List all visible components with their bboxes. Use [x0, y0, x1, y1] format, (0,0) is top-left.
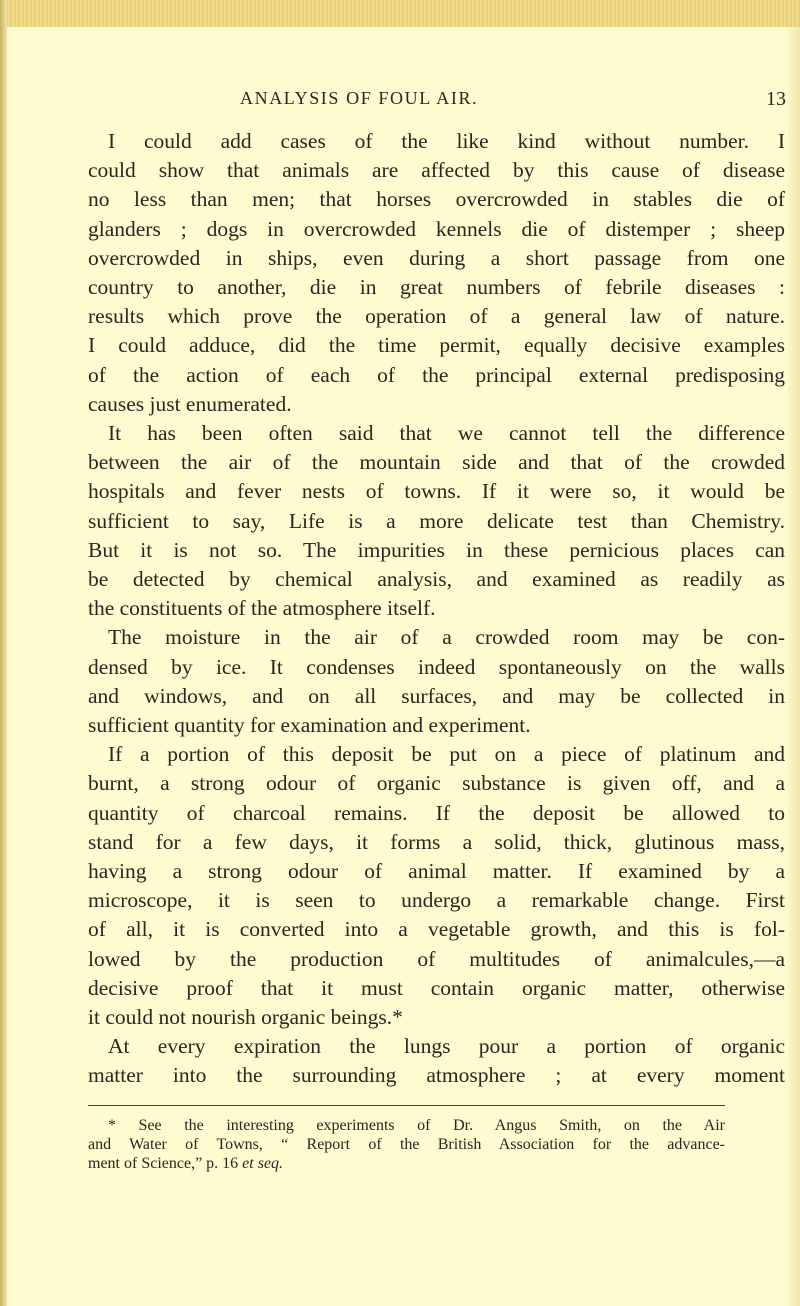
- body-line: burnt, a strong odour of organic substance is given off, and a: [88, 771, 785, 796]
- body-line: It has been often said that we cannot tell the difference: [108, 421, 785, 445]
- page-right-edge: [788, 27, 800, 1306]
- body-line: stand for a few days, it forms a solid, thick, glutinous mass,: [88, 829, 785, 854]
- body-line: sufficient quantity for examination and experiment.: [88, 713, 531, 737]
- body-line: lowed by the production of multitudes of animalcules,—a: [88, 946, 785, 971]
- footnote-line: and Water of Towns, “ Report of the British Association for the advance-: [88, 1136, 725, 1153]
- body-line: and windows, and on all surfaces, and may be collected in: [88, 683, 785, 708]
- page-number: 13: [766, 88, 786, 110]
- body-line: glanders ; dogs in overcrowded kennels die of distemper ; sheep: [88, 216, 785, 241]
- body-line: But it is not so. The impurities in these pernicious places can: [88, 537, 785, 562]
- book-top-edge: [0, 0, 800, 27]
- footnote-line: [88, 1155, 725, 1173]
- footnote-line: * See the interesting experiments of Dr. Angus Smith, on the Air: [108, 1117, 725, 1134]
- footnote-rule: [88, 1105, 725, 1106]
- body-line: having a strong odour of animal matter. If examined by a: [88, 859, 785, 883]
- body-line: results which prove the operation of a general law of nature.: [88, 304, 785, 329]
- body-line: densed by ice. It condenses indeed spontaneously on the walls: [88, 654, 785, 679]
- footnote-text: ment of Science,” p. 16: [88, 1155, 239, 1172]
- body-line: could show that animals are affected by this cause of disease: [88, 158, 785, 183]
- body-line: I could adduce, did the time permit, equally decisive examples: [88, 333, 785, 358]
- body-line: be detected by chemical analysis, and examined as readily as: [88, 567, 785, 591]
- body-line: quantity of charcoal remains. If the deposit be allowed to: [88, 800, 785, 825]
- body-line: microscope, it is seen to undergo a remarkable change. First: [88, 888, 785, 913]
- body-line: the constituents of the atmosphere itself.: [88, 596, 436, 621]
- footnote-italic: et seq.: [242, 1155, 284, 1172]
- body-line: matter into the surrounding atmosphere ; at every moment: [88, 1063, 785, 1088]
- body-line: decisive proof that it must contain organic matter, otherwise: [88, 975, 785, 1000]
- body-line: At every expiration the lungs pour a portion of organic: [108, 1034, 785, 1059]
- body-line: no less than men; that horses overcrowded in stables die of: [88, 187, 785, 212]
- body-line: country to another, die in great numbers of febrile diseases :: [88, 275, 785, 299]
- body-line: of the action of each of the principal external predisposing: [88, 362, 785, 387]
- body-line: The moisture in the air of a crowded room may be con-: [108, 625, 785, 650]
- book-spine-edge: [0, 0, 7, 1306]
- body-line: it could not nourish organic beings.*: [88, 1005, 403, 1029]
- body-line: I could add cases of the like kind without number. I: [108, 129, 785, 153]
- body-line: overcrowded in ships, even during a short passage from one: [88, 245, 785, 270]
- body-line: causes just enumerated.: [88, 391, 292, 416]
- body-line: between the air of the mountain side and that of the crowded: [88, 450, 785, 475]
- running-head: ANALYSIS OF FOUL AIR.: [240, 88, 479, 108]
- body-line: of all, it is converted into a vegetable growth, and this is fol-: [88, 917, 785, 942]
- body-line: hospitals and fever nests of towns. If it were so, it would be: [88, 479, 785, 504]
- body-line: sufficient to say, Life is a more delicate test than Chemistry.: [88, 508, 785, 533]
- body-line: If a portion of this deposit be put on a piece of platinum and: [108, 742, 785, 767]
